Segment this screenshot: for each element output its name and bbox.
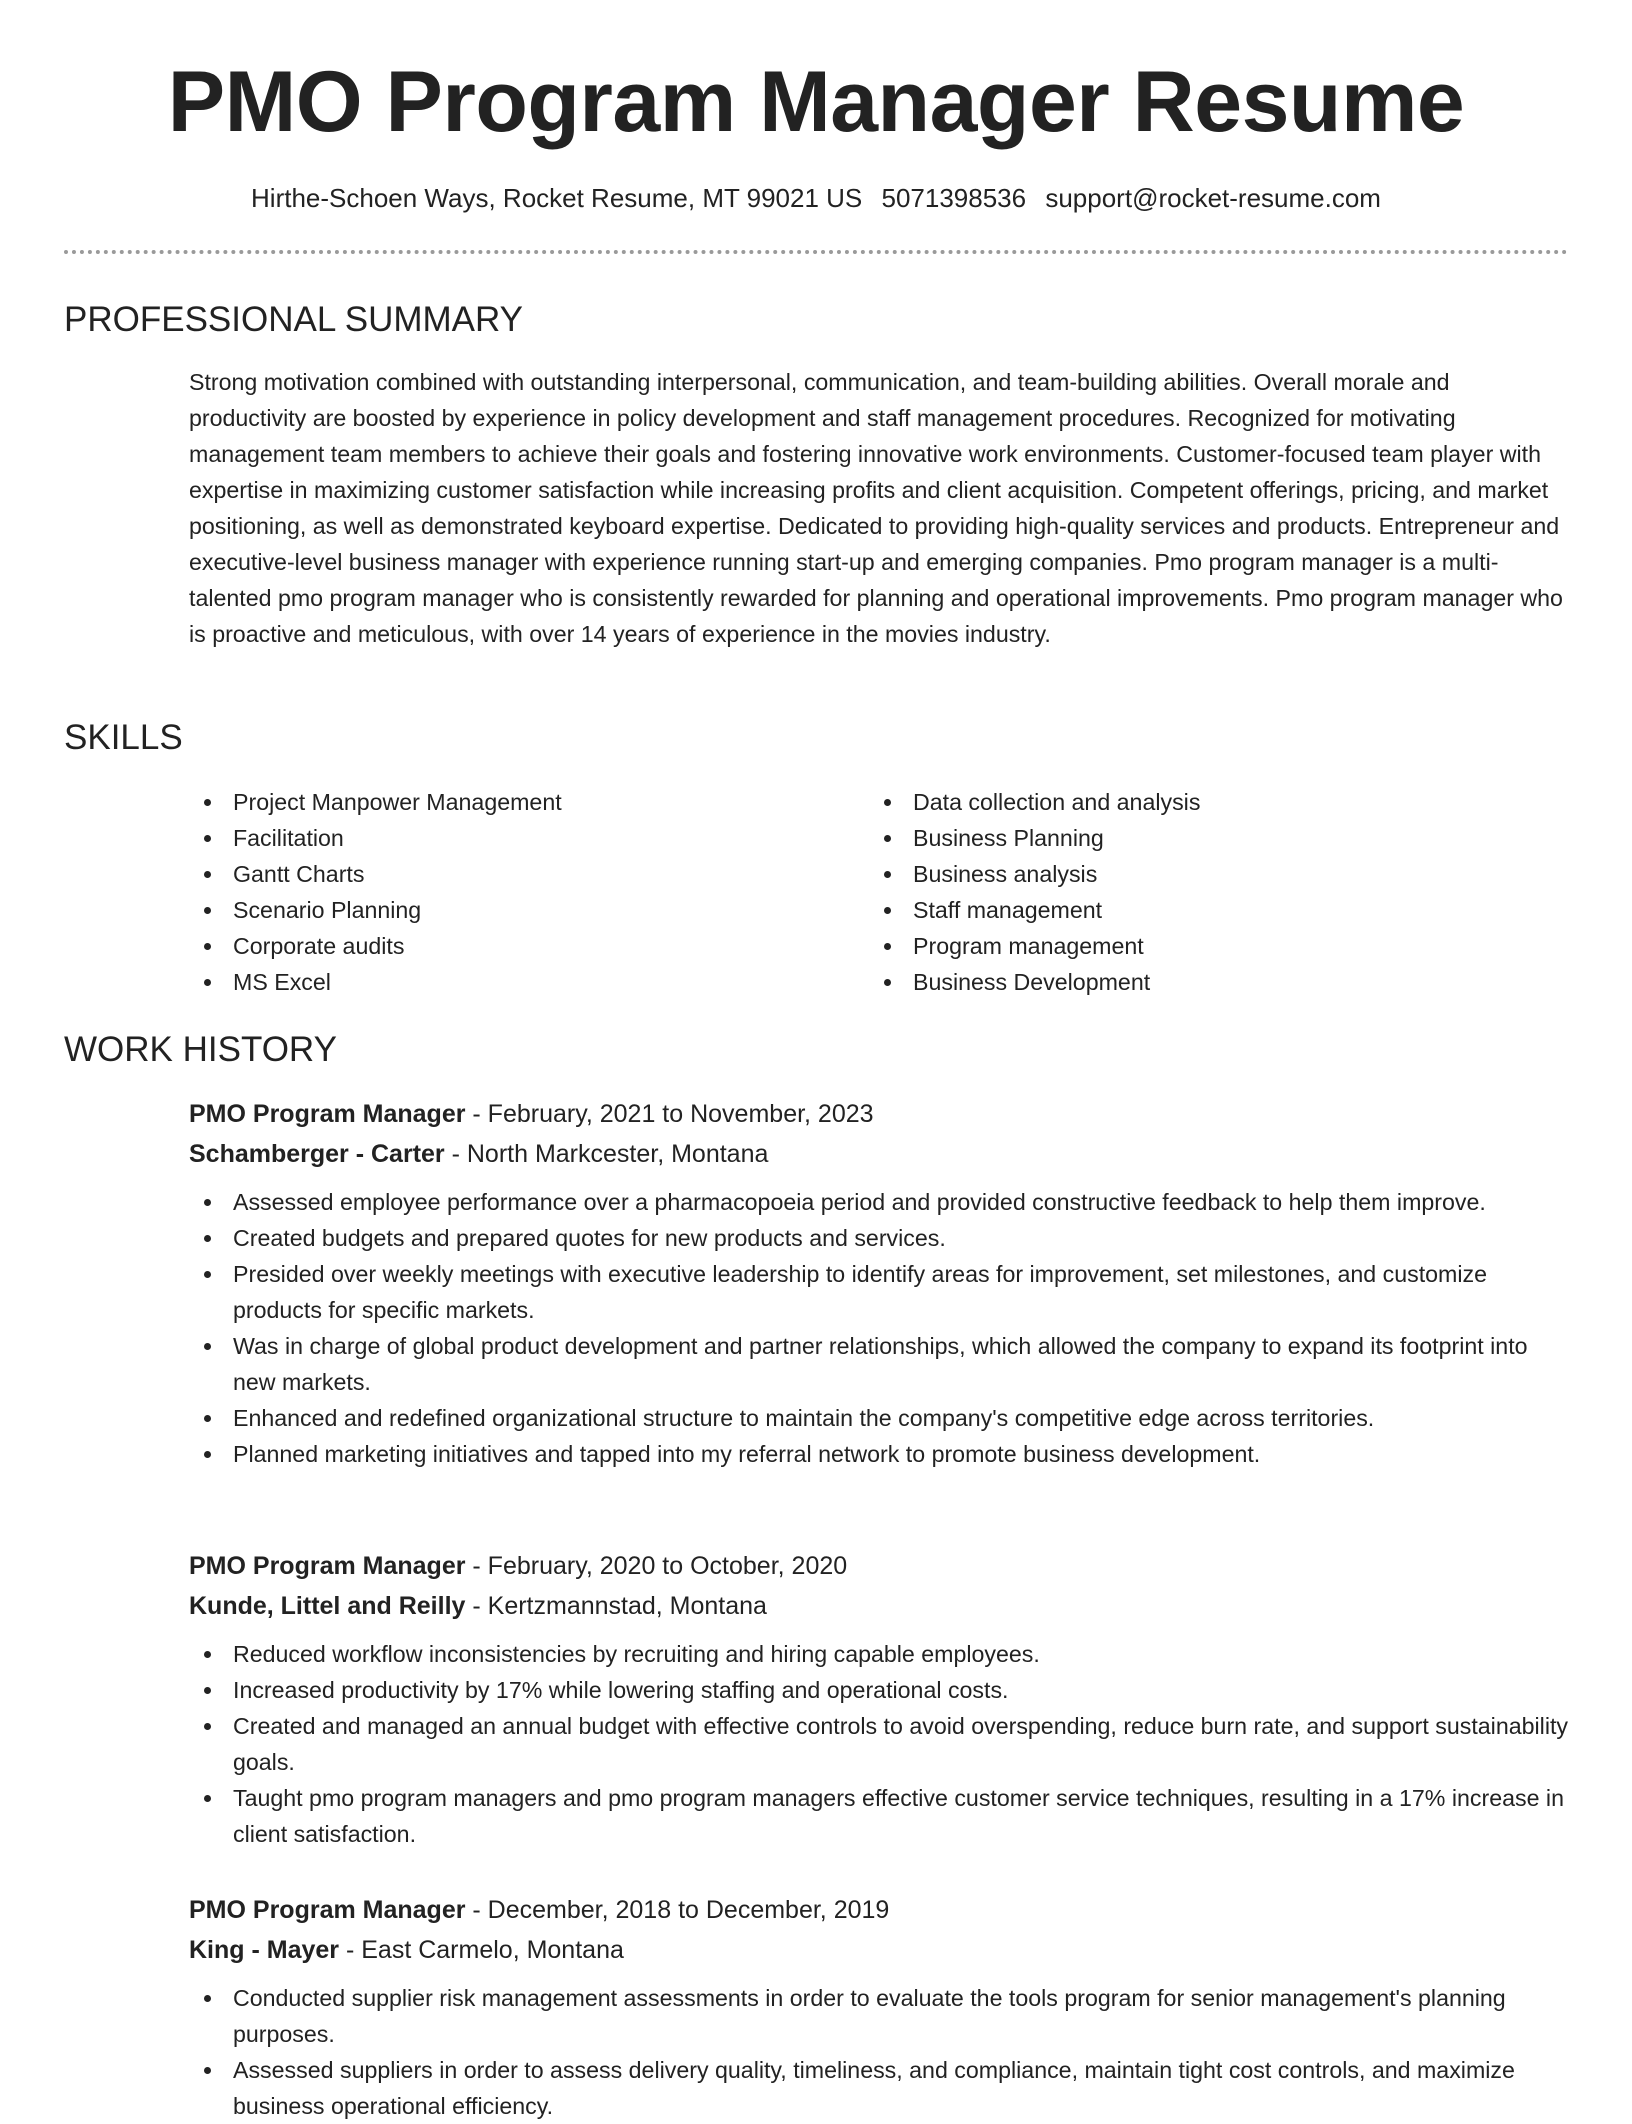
job-title-line [189,1546,1569,1586]
skill-item: Business analysis [869,856,1549,892]
job-company-line [189,1134,1569,1174]
skill-item: Scenario Planning [189,892,869,928]
contact-email: support@rocket-resume.com [1045,183,1381,213]
job-location: - North Markcester, Montana [444,1140,769,1168]
duty-item: Reduced workflow inconsistencies by recruiting and hiring capable employees. [189,1636,1569,1672]
duty-item: Taught pmo program managers and pmo program managers effective customer service techniques, resulting in a 17% increase in client satisfaction. [189,1780,1569,1852]
job-entry [189,1890,1569,2124]
skill-item: Business Planning [869,820,1549,856]
summary-text: Strong motivation combined with outstanding interpersonal, communication, and team-building abilities. Overall morale and productivity are boosted by experience in policy development and staff management procedures. Recognized for motivating management team members to achieve their goals and fostering innovative work environments. Customer-focused team player with expertise in maximizing customer satisfaction while increasing profits and client acquisition. Competent offerings, pricing, and market positioning, as well as demonstrated keyboard expertise. Dedicated to providing high-quality services and products. Entrepreneur and executive-level business manager with experience running start-up and emerging companies. Pmo program manager is a multi-talented pmo program manager who is consistently rewarded for planning and operational improvements. Pmo program manager who is proactive and meticulous, with over 14 years of experience in the movies industry. [189,369,1563,647]
work-history-heading: WORK HISTORY [64,1030,337,1069]
job-dates: - February, 2021 to November, 2023 [465,1100,874,1128]
contact-info [0,180,1632,216]
job-company: King - Mayer [189,1936,340,1964]
skills-list [189,784,1569,1000]
job-entry [189,1094,1569,1472]
job-company: Schamberger - Carter [189,1140,445,1168]
duty-item: Assessed employee performance over a pharmacopoeia period and provided constructive feedback to help them improve. [189,1184,1569,1220]
skill-item: Program management [869,928,1549,964]
job-duties [189,1184,1569,1472]
duty-item: Created budgets and prepared quotes for new products and services. [189,1220,1569,1256]
duty-item: Increased productivity by 17% while lowering staffing and operational costs. [189,1672,1569,1708]
job-duties [189,1980,1569,2124]
skill-item: Facilitation [189,820,869,856]
duty-item: Enhanced and redefined organizational structure to maintain the company's competitive edge across territories. [189,1400,1569,1436]
job-company-line [189,1930,1569,1970]
job-entry [189,1546,1569,1852]
skills-column-right [869,784,1549,1000]
skill-item: Corporate audits [189,928,869,964]
job-company-line [189,1586,1569,1626]
job-dates: - February, 2020 to October, 2020 [465,1552,848,1580]
skills-column-left [189,784,869,1000]
contact-address: Hirthe-Schoen Ways, Rocket Resume, MT 99021 US [251,183,863,213]
duty-item: Conducted supplier risk management assessments in order to evaluate the tools program for senior management's planning purposes. [189,1980,1569,2052]
contact-phone: 5071398536 [881,183,1027,213]
duty-item: Planned marketing initiatives and tapped into my referral network to promote business development. [189,1436,1569,1472]
skill-item: Business Development [869,964,1549,1000]
skill-item: Data collection and analysis [869,784,1549,820]
job-title-line [189,1890,1569,1930]
skill-item: Project Manpower Management [189,784,869,820]
duty-item: Assessed suppliers in order to assess delivery quality, timeliness, and compliance, maintain tight cost controls, and maximize business operational efficiency. [189,2052,1569,2124]
job-title: PMO Program Manager [189,1896,466,1924]
job-title: PMO Program Manager [189,1100,466,1128]
job-location: - East Carmelo, Montana [339,1936,624,1964]
duty-item: Was in charge of global product development and partner relationships, which allowed the company to expand its footprint into new markets. [189,1328,1569,1400]
job-duties [189,1636,1569,1852]
skill-item: Gantt Charts [189,856,869,892]
skills-heading: SKILLS [64,718,183,757]
job-location: - Kertzmannstad, Montana [465,1592,767,1620]
summary-heading: PROFESSIONAL SUMMARY [64,300,523,339]
duty-item: Created and managed an annual budget with effective controls to avoid overspending, reduce burn rate, and support sustainability goals. [189,1708,1569,1780]
job-title-line [189,1094,1569,1134]
job-dates: - December, 2018 to December, 2019 [465,1896,890,1924]
duty-item: Presided over weekly meetings with executive leadership to identify areas for improvement, set milestones, and customize products for specific markets. [189,1256,1569,1328]
job-company: Kunde, Littel and Reilly [189,1592,466,1620]
skill-item: MS Excel [189,964,869,1000]
job-title: PMO Program Manager [189,1552,466,1580]
resume-title: PMO Program Manager Resume [167,54,1465,150]
skill-item: Staff management [869,892,1549,928]
header-divider [64,250,1568,254]
